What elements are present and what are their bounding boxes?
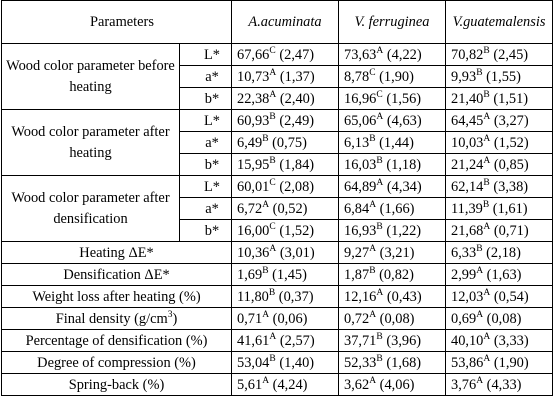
cell-std-dev: (2,47) <box>275 46 315 63</box>
row-label <box>2 352 232 374</box>
value-cell-1 <box>232 220 339 242</box>
cell-significance-letter: A <box>369 199 377 210</box>
value-cell-3 <box>446 176 553 198</box>
value-cell-2 <box>339 264 446 286</box>
cell-mean: 16,03 <box>344 156 377 173</box>
cell-significance-letter: A <box>262 309 270 320</box>
cell-significance-letter: B <box>376 331 383 342</box>
cell-std-dev: (0,54) <box>490 288 529 305</box>
row-label-text: Final density (g/cm <box>55 310 168 327</box>
cell-std-dev: (3,33) <box>490 332 529 349</box>
cell-mean: 0,71 <box>237 310 263 327</box>
row-label-text: Percentage of densification (%) <box>25 332 208 349</box>
cell-std-dev: (2,08) <box>275 178 315 195</box>
cell-significance-letter: B <box>269 155 276 166</box>
color-parameter: a* <box>180 66 232 88</box>
cell-significance-letter: B <box>376 221 383 232</box>
cell-mean: 41,61 <box>237 332 270 349</box>
cell-significance-letter: A <box>483 155 491 166</box>
cell-mean: 65,06 <box>344 112 377 129</box>
cell-std-dev: (1,63) <box>483 266 522 283</box>
parameters-header: Parameters <box>2 1 232 44</box>
value-cell-1 <box>232 132 339 154</box>
row-label-text: Spring-back (%) <box>68 376 165 393</box>
value-cell-3 <box>446 264 553 286</box>
cell-significance-letter: A <box>262 375 270 386</box>
cell-significance-letter: A <box>369 243 377 254</box>
value-cell-1 <box>232 176 339 198</box>
value-cell-1 <box>232 88 339 110</box>
color-parameter: a* <box>180 132 232 154</box>
value-cell-3 <box>446 330 553 352</box>
cell-std-dev: (1,84) <box>275 156 315 173</box>
table-row <box>2 264 553 286</box>
cell-mean: 9,27 <box>344 244 370 261</box>
cell-std-dev: (0,85) <box>490 156 529 173</box>
value-cell-2 <box>339 176 446 198</box>
species-header-1: A.acuminata <box>232 1 339 44</box>
cell-mean: 15,95 <box>237 156 270 173</box>
cell-mean: 70,82 <box>451 46 484 63</box>
cell-significance-letter: A <box>376 111 384 122</box>
value-cell-1 <box>232 374 339 396</box>
cell-significance-letter: A <box>476 309 484 320</box>
cell-std-dev: (1,90) <box>375 68 414 85</box>
table-body <box>2 44 553 396</box>
value-cell-1 <box>232 66 339 88</box>
cell-significance-letter: A <box>483 331 491 342</box>
cell-std-dev: (0,06) <box>269 310 308 327</box>
cell-std-dev: (2,40) <box>276 90 315 107</box>
cell-mean: 37,71 <box>344 332 377 349</box>
cell-std-dev: (1,51) <box>489 90 529 107</box>
cell-mean: 64,45 <box>451 112 484 129</box>
row-label <box>2 308 232 330</box>
cell-significance-letter: A <box>483 287 491 298</box>
color-parameter: L* <box>180 110 232 132</box>
cell-significance-letter: B <box>482 199 490 210</box>
value-cell-2 <box>339 88 446 110</box>
cell-mean: 62,14 <box>451 178 484 195</box>
value-cell-3 <box>446 286 553 308</box>
cell-std-dev: (0,37) <box>275 288 314 305</box>
cell-std-dev: (1,66) <box>376 200 415 217</box>
table-row <box>2 110 553 132</box>
cell-mean: 16,96 <box>344 90 377 107</box>
cell-significance-letter: A <box>483 353 491 364</box>
cell-std-dev: (3,21) <box>376 244 415 261</box>
cell-mean: 1,69 <box>237 266 263 283</box>
value-cell-3 <box>446 242 553 264</box>
cell-std-dev: (0,08) <box>483 310 522 327</box>
cell-std-dev: (2,45) <box>489 46 529 63</box>
cell-significance-letter: A <box>376 287 384 298</box>
group-label: Wood color parameter after densification <box>2 176 180 242</box>
cell-significance-letter: B <box>369 133 376 144</box>
cell-mean: 11,39 <box>451 200 483 217</box>
cell-std-dev: (1,90) <box>490 354 529 371</box>
header-row <box>2 1 553 44</box>
color-parameter: b* <box>180 154 232 176</box>
cell-std-dev: (2,57) <box>276 332 315 349</box>
row-label-text: Heating ΔE* <box>79 244 154 261</box>
cell-std-dev: (4,34) <box>383 178 422 195</box>
cell-mean: 21,68 <box>451 222 484 239</box>
species-header-3: V.guatemalensis <box>446 1 553 44</box>
cell-significance-letter: A <box>483 111 491 122</box>
cell-mean: 53,86 <box>451 354 484 371</box>
cell-std-dev: (1,61) <box>489 200 528 217</box>
cell-mean: 3,62 <box>344 376 370 393</box>
cell-mean: 52,33 <box>344 354 377 371</box>
value-cell-3 <box>446 88 553 110</box>
cell-significance-letter: A <box>476 375 484 386</box>
species-header-2: V. ferruginea <box>339 1 446 44</box>
value-cell-3 <box>446 66 553 88</box>
cell-std-dev: (1,37) <box>276 68 315 85</box>
cell-mean: 5,61 <box>237 376 263 393</box>
group-label: Wood color parameter after heating <box>2 110 180 176</box>
cell-mean: 16,00 <box>237 222 270 239</box>
cell-std-dev: (1,55) <box>482 68 521 85</box>
cell-mean: 6,49 <box>237 134 263 151</box>
table-row <box>2 374 553 396</box>
cell-significance-letter: B <box>483 177 490 188</box>
value-cell-2 <box>339 154 446 176</box>
cell-mean: 10,73 <box>237 68 270 85</box>
value-cell-1 <box>232 242 339 264</box>
cell-significance-letter: B <box>476 243 483 254</box>
cell-mean: 16,93 <box>344 222 377 239</box>
cell-std-dev: (3,38) <box>489 178 529 195</box>
cell-std-dev: (3,96) <box>382 332 422 349</box>
cell-mean: 0,69 <box>451 310 477 327</box>
group-label: Wood color parameter before heating <box>2 44 180 110</box>
cell-std-dev: (4,06) <box>376 376 415 393</box>
cell-mean: 60,93 <box>237 112 270 129</box>
cell-std-dev: (0,71) <box>490 222 529 239</box>
cell-significance-letter: B <box>376 353 383 364</box>
cell-std-dev: (0,75) <box>268 134 307 151</box>
value-cell-1 <box>232 330 339 352</box>
value-cell-2 <box>339 352 446 374</box>
cell-significance-letter: C <box>376 89 383 100</box>
row-label <box>2 264 232 286</box>
value-cell-2 <box>339 66 446 88</box>
cell-std-dev: (1,18) <box>382 156 422 173</box>
value-cell-3 <box>446 132 553 154</box>
table-row <box>2 330 553 352</box>
cell-std-dev: (3,01) <box>276 244 315 261</box>
cell-mean: 73,63 <box>344 46 377 63</box>
cell-std-dev: (4,33) <box>483 376 522 393</box>
cell-std-dev: (1,44) <box>375 134 414 151</box>
cell-significance-letter: B <box>369 265 376 276</box>
row-label-tail: ) <box>172 310 178 327</box>
value-cell-2 <box>339 220 446 242</box>
cell-significance-letter: A <box>269 243 277 254</box>
cell-significance-letter: C <box>369 67 376 78</box>
cell-significance-letter: A <box>369 309 377 320</box>
value-cell-3 <box>446 110 553 132</box>
row-label <box>2 286 232 308</box>
cell-std-dev: (4,22) <box>383 46 422 63</box>
cell-mean: 0,72 <box>344 310 370 327</box>
cell-std-dev: (4,63) <box>383 112 422 129</box>
value-cell-1 <box>232 352 339 374</box>
cell-std-dev: (1,68) <box>382 354 422 371</box>
cell-significance-letter: C <box>269 221 276 232</box>
value-cell-1 <box>232 308 339 330</box>
value-cell-2 <box>339 242 446 264</box>
table-row <box>2 44 553 66</box>
cell-significance-letter: A <box>369 375 377 386</box>
cell-std-dev: (0,08) <box>376 310 415 327</box>
cell-significance-letter: B <box>268 287 276 298</box>
cell-significance-letter: A <box>483 133 491 144</box>
value-cell-2 <box>339 286 446 308</box>
cell-significance-letter: A <box>376 45 384 56</box>
cell-std-dev: (2,18) <box>482 244 521 261</box>
cell-significance-letter: B <box>483 89 490 100</box>
cell-significance-letter: A <box>376 177 384 188</box>
cell-mean: 11,80 <box>237 288 269 305</box>
cell-significance-letter: A <box>269 67 277 78</box>
cell-significance-letter: C <box>269 45 276 56</box>
cell-mean: 10,36 <box>237 244 270 261</box>
cell-mean: 60,01 <box>237 178 270 195</box>
value-cell-2 <box>339 330 446 352</box>
cell-mean: 64,89 <box>344 178 377 195</box>
table-row <box>2 176 553 198</box>
cell-mean: 6,33 <box>451 244 477 261</box>
row-label <box>2 330 232 352</box>
table-row <box>2 242 553 264</box>
cell-std-dev: (3,27) <box>490 112 529 129</box>
value-cell-2 <box>339 132 446 154</box>
color-parameter: b* <box>180 88 232 110</box>
cell-std-dev: (1,45) <box>268 266 307 283</box>
cell-std-dev: (1,52) <box>275 222 315 239</box>
cell-mean: 40,10 <box>451 332 484 349</box>
cell-std-dev: (2,49) <box>275 112 315 129</box>
cell-std-dev: (1,40) <box>275 354 315 371</box>
value-cell-2 <box>339 374 446 396</box>
value-cell-1 <box>232 264 339 286</box>
row-label-superscript: 3 <box>167 309 173 320</box>
cell-mean: 1,87 <box>344 266 370 283</box>
cell-mean: 53,04 <box>237 354 270 371</box>
cell-mean: 12,16 <box>344 288 377 305</box>
cell-significance-letter: B <box>262 265 269 276</box>
color-parameter: L* <box>180 176 232 198</box>
cell-mean: 67,66 <box>237 46 270 63</box>
value-cell-2 <box>339 110 446 132</box>
cell-mean: 22,38 <box>237 90 270 107</box>
value-cell-2 <box>339 308 446 330</box>
cell-mean: 21,40 <box>451 90 484 107</box>
value-cell-1 <box>232 154 339 176</box>
table-row <box>2 352 553 374</box>
cell-mean: 9,93 <box>451 68 477 85</box>
cell-std-dev: (1,22) <box>382 222 422 239</box>
cell-std-dev: (1,56) <box>382 90 422 107</box>
cell-mean: 2,99 <box>451 266 477 283</box>
value-cell-3 <box>446 198 553 220</box>
cell-mean: 10,03 <box>451 134 484 151</box>
cell-significance-letter: B <box>483 45 490 56</box>
cell-significance-letter: A <box>262 199 270 210</box>
row-label-text: Densification ΔE* <box>63 266 170 283</box>
color-parameter: a* <box>180 198 232 220</box>
row-label <box>2 374 232 396</box>
row-label-text: Weight loss after heating (%) <box>32 288 201 305</box>
cell-mean: 6,84 <box>344 200 370 217</box>
cell-std-dev: (0,52) <box>269 200 308 217</box>
value-cell-3 <box>446 220 553 242</box>
cell-significance-letter: B <box>262 133 269 144</box>
color-parameter: b* <box>180 220 232 242</box>
cell-significance-letter: A <box>483 221 491 232</box>
value-cell-1 <box>232 286 339 308</box>
value-cell-3 <box>446 44 553 66</box>
cell-significance-letter: B <box>269 353 276 364</box>
value-cell-3 <box>446 308 553 330</box>
cell-std-dev: (0,43) <box>383 288 422 305</box>
cell-significance-letter: A <box>269 331 277 342</box>
cell-significance-letter: B <box>376 155 383 166</box>
color-parameter: L* <box>180 44 232 66</box>
row-label-text: Degree of compression (%) <box>37 354 196 371</box>
cell-significance-letter: B <box>476 67 483 78</box>
value-cell-1 <box>232 44 339 66</box>
cell-mean: 6,72 <box>237 200 263 217</box>
value-cell-2 <box>339 198 446 220</box>
value-cell-1 <box>232 110 339 132</box>
cell-std-dev: (4,24) <box>269 376 308 393</box>
value-cell-3 <box>446 352 553 374</box>
cell-mean: 6,13 <box>344 134 370 151</box>
cell-significance-letter: A <box>269 89 277 100</box>
cell-significance-letter: A <box>476 265 484 276</box>
cell-significance-letter: C <box>269 177 276 188</box>
value-cell-1 <box>232 198 339 220</box>
cell-significance-letter: B <box>269 111 276 122</box>
table-row <box>2 308 553 330</box>
cell-std-dev: (1,52) <box>490 134 529 151</box>
cell-mean: 21,24 <box>451 156 484 173</box>
cell-mean: 3,76 <box>451 376 477 393</box>
table-row <box>2 286 553 308</box>
value-cell-3 <box>446 154 553 176</box>
cell-mean: 8,78 <box>344 68 370 85</box>
value-cell-3 <box>446 374 553 396</box>
cell-std-dev: (0,82) <box>375 266 414 283</box>
data-table <box>1 0 553 396</box>
row-label <box>2 242 232 264</box>
cell-mean: 12,03 <box>451 288 484 305</box>
value-cell-2 <box>339 44 446 66</box>
